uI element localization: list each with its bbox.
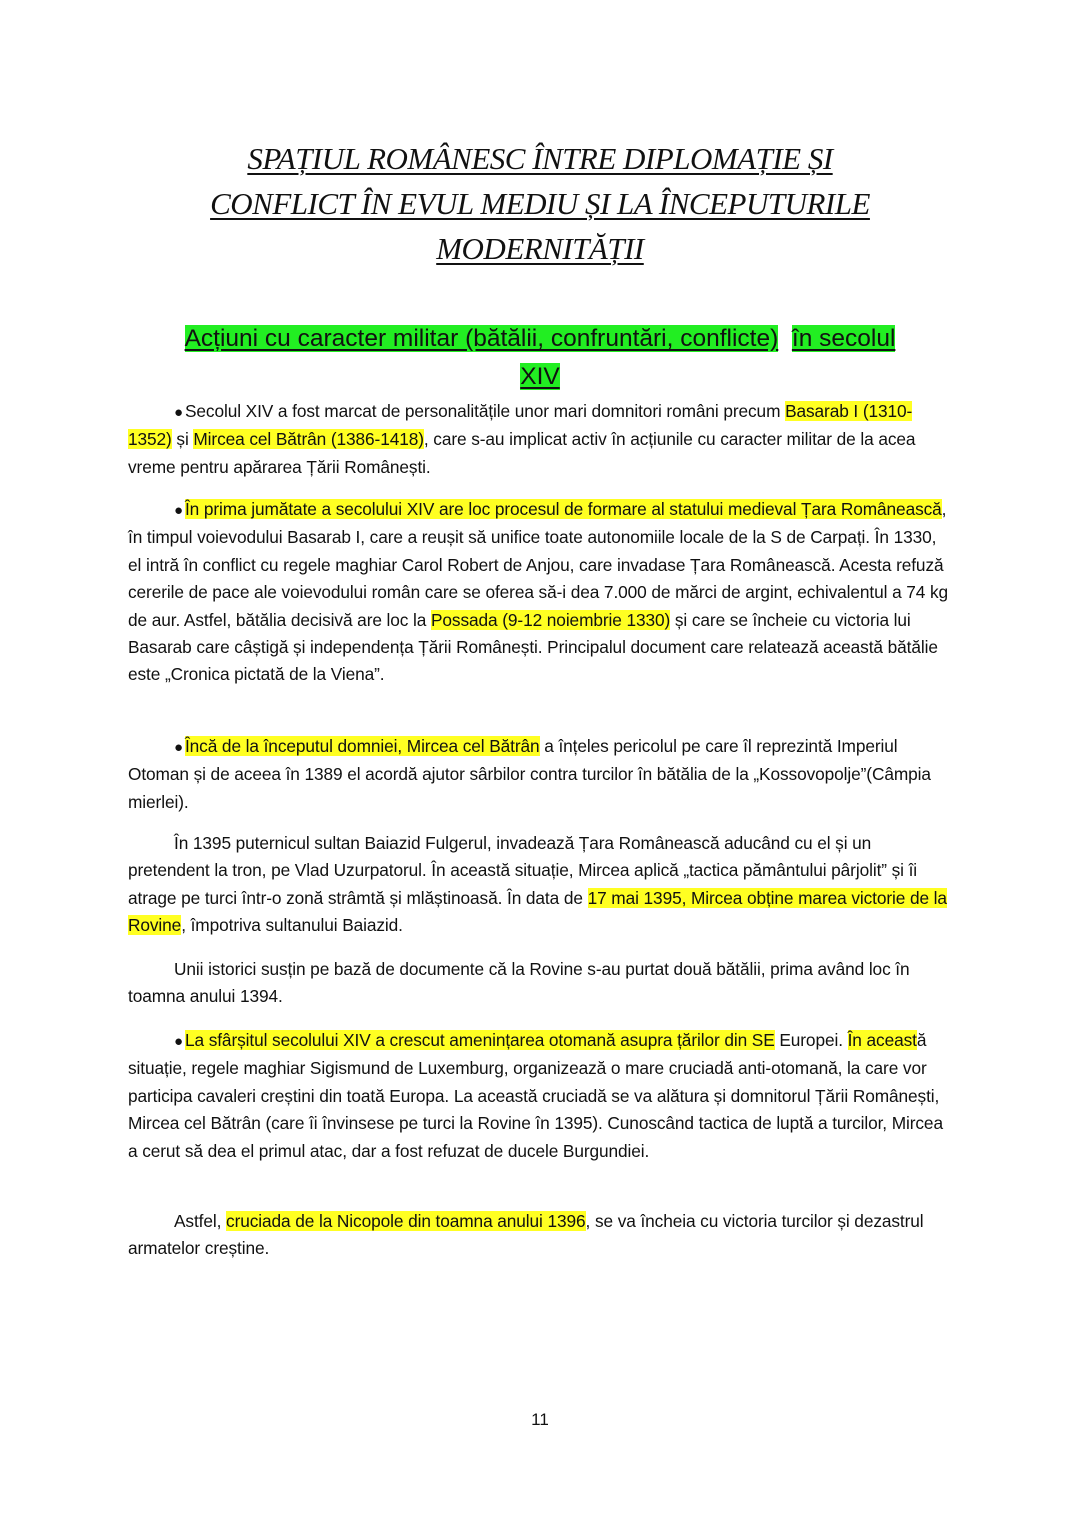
text-segment: , împotriva sultanului Baiazid. bbox=[181, 915, 403, 936]
text-segment: a înțeles pericolul pe care îl reprezintă Imperiul Otoman și de aceea în 1389 el acordă ajutor sârbilor contra turcilor în bătălia de la „Kossovopolje”(Câmpia mierlei). bbox=[128, 736, 931, 812]
text-segment: , se va încheia cu victoria turcilor și dezastrul armatelor creștine. bbox=[128, 1211, 924, 1259]
paragraph bbox=[128, 830, 954, 940]
title-line: CONFLICT ÎN EVUL MEDIU ȘI LA ÎNCEPUTURILE bbox=[210, 186, 870, 221]
text-segment: , în timpul voievodului Basarab I, care a reușit să unifice toate autonomiile locale de la S de Carpați. În 1330, el intră în conflict cu regele maghiar Carol Robert de Anjou, care invadase Țara Românească. Acesta refuză cererile de pace ale voievodului român care se oferea să-i dea 7.000 de mărci de argint, echivalentul a 74 kg de aur. Astfel, bătălia decisivă are loc la bbox=[128, 499, 949, 630]
bullet-icon: ● bbox=[174, 739, 183, 756]
heading-part: XIV bbox=[520, 363, 560, 390]
text-segment: Europei. bbox=[774, 1030, 848, 1050]
text-segment: și bbox=[171, 429, 194, 450]
highlighted-text: 17 mai 1395, Mircea obține marea victorie de la Rovine bbox=[128, 887, 947, 936]
text-segment: Astfel, bbox=[174, 1211, 227, 1231]
paragraph bbox=[128, 956, 954, 1011]
highlighted-text: În aceast bbox=[847, 1030, 917, 1050]
highlighted-text: cruciada de la Nicopole din toamna anului 1396 bbox=[226, 1211, 586, 1231]
title-line: MODERNITĂȚII bbox=[436, 231, 644, 266]
bullet-icon: ● bbox=[174, 404, 183, 421]
text-segment: ă situație, regele maghiar Sigismund de Luxemburg, organizează o mare cruciadă anti-otomană, la care vor participa cavaleri creștini din toată Europa. La această cruciadă se va alătura și domnitorul Țării Românești, Mircea cel Bătrân (care îi învinsese pe turci la Rovine în 1395). Cunoscând tactica de luptă a turcilor, Mircea a cerut să dea el primul atac, dar a fost refuzat de ducele Burgundiei. bbox=[128, 1030, 943, 1161]
paragraph bbox=[128, 733, 954, 816]
heading-part: Acțiuni cu caracter militar (bătălii, confruntări, conflicte) bbox=[184, 325, 779, 352]
highlighted-text: Possada (9-12 noiembrie 1330) bbox=[431, 609, 671, 630]
highlighted-text: Mircea cel Bătrân (1386-1418) bbox=[193, 429, 424, 450]
bullet-icon: ● bbox=[174, 502, 183, 519]
paragraph bbox=[128, 398, 954, 481]
paragraph bbox=[128, 1208, 954, 1263]
title-line: SPAȚIUL ROMÂNESC ÎNTRE DIPLOMAȚIE ȘI bbox=[247, 141, 833, 176]
text-segment: și care se încheie cu victoria lui Basarab care câștigă și independența Țării Românești. Principalul document care relatează această bătălie este „Cronica pictată de la Viena”. bbox=[128, 609, 938, 685]
page-number: 11 bbox=[531, 1410, 549, 1429]
text-segment: Unii istorici susțin pe bază de documente că la Rovine s-au purtat două bătălii, prima având loc în toamna anului 1394. bbox=[128, 959, 910, 1007]
heading-part: în secolul bbox=[791, 325, 896, 352]
text-segment: Secolul XIV a fost marcat de personalitățile unor mari domnitori români precum bbox=[184, 401, 786, 421]
text-segment: În 1395 puternicul sultan Baiazid Fulgerul, invadează Țara Românească aducând cu el și un pretendent la tron, pe Vlad Uzurpatorul. În această situație, Mircea aplică „tactica pământului pârjolit” și îi atrage pe turci într-o zonă strâmtă și mlăștinoasă. În data de bbox=[128, 833, 918, 908]
highlighted-text: În prima jumătate a secolului XIV are loc procesul de formare al statului medieval Țara Românească bbox=[184, 499, 942, 519]
bullet-icon: ● bbox=[174, 1033, 183, 1050]
document-title bbox=[0, 136, 1080, 271]
text-segment: , care s-au implicat activ în acțiunile cu caracter militar de la acea vreme pentru apărarea Țării Românești. bbox=[128, 429, 916, 477]
paragraph bbox=[128, 496, 954, 689]
highlighted-text: Încă de la începutul domniei, Mircea cel Bătrân bbox=[184, 736, 540, 756]
section-heading bbox=[130, 320, 950, 396]
highlighted-text: La sfârșitul secolului XIV a crescut amenințarea otomană asupra țărilor din SE bbox=[184, 1030, 775, 1050]
highlighted-text: Basarab I (1310-1352) bbox=[128, 401, 913, 450]
paragraph bbox=[128, 1027, 954, 1165]
